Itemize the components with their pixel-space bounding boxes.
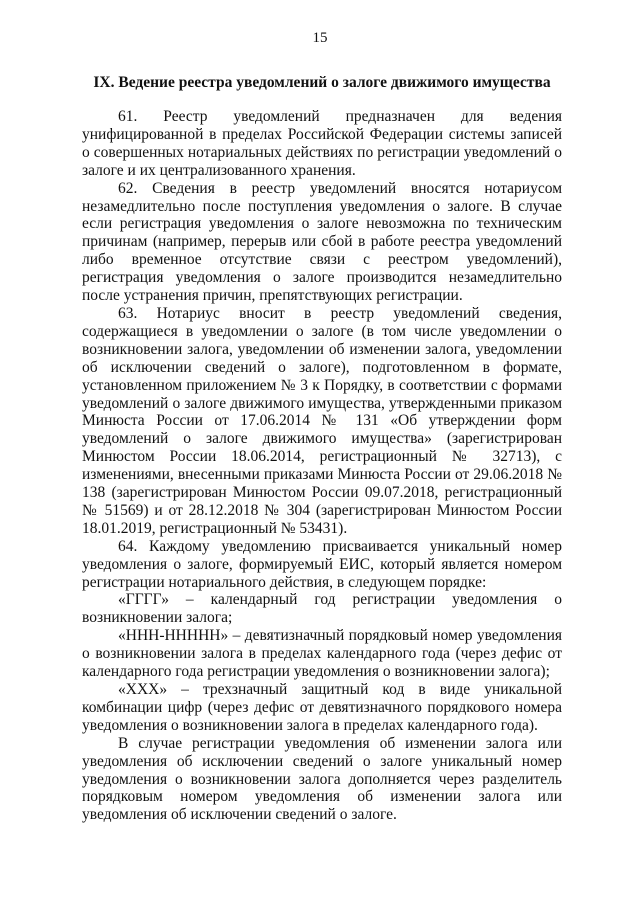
- paragraph-year-code: «ГГГГ» – календарный год регистрации уведомления о возникновении залога;: [82, 591, 562, 627]
- paragraph-64: 64. Каждому уведомлению присваивается уникальный номер уведомления о залоге, формируемый ЕИС, который является номером регистрации нотариального действия, в следующем порядке:: [82, 537, 562, 591]
- paragraph-security-code: «ХХХ» – трехзначный защитный код в виде уникальной комбинации цифр (через дефис от девятизначного порядкового номера уведомления о возникновении залога в пределах календарного года).: [82, 681, 562, 734]
- paragraph-63: 63. Нотариус вносит в реестр уведомлений сведения, содержащиеся в уведомлении о залоге (в том числе уведомлении о возникновении залога, уведомлении об изменении залога, уведомлении об исключении сведений о залоге), подготовленном в формате, установленном приложением № 3 к Порядку, в соответствии с формами уведомлений о залоге движимого имущества, утвержденными приказом Минюста России от 17.06.2014 № 131 «Об утверждении форм уведомлений о залоге движимого имущества» (зарегистрирован Минюстом России 18.06.2014, регистрационный № 32713), с изменениями, внесенными приказами Минюста России от 29.06.2018 № 138 (зарегистрирован Минюстом России 09.07.2018, регистрационный № 51569) и от 28.12.2018 № 304 (зарегистрирован Минюстом России 18.01.2019, регистрационный № 53431).: [82, 304, 562, 537]
- section-title: IX. Ведение реестра уведомлений о залоге движимого имущества: [93, 74, 551, 91]
- paragraph-61: 61. Реестр уведомлений предназначен для ведения унифицированной в пределах Российской Федерации системы записей о совершенных нотариальных действиях по регистрации уведомлений о залоге и их централизованного хранения.: [82, 108, 562, 179]
- document-body: [82, 108, 562, 824]
- paragraph-62: 62. Сведения в реестр уведомлений вносятся нотариусом незамедлительно после поступления уведомления о залоге. В случае если регистрация уведомления о залоге невозможна по техническим причинам (например, перерыв или сбой в работе реестра уведомлений либо временное отсутствие связи с реестром уведомлений), регистрация уведомления о залоге производится незамедлительно после устранения причин, препятствующих регистрации.: [82, 179, 562, 305]
- page-number: 15: [312, 30, 328, 46]
- paragraph-serial-code: «ННН-ННННН» – девятизначный порядковый номер уведомления о возникновении залога в пределах календарного года (через дефис от календарного года регистрации уведомления о возникновении залога);: [82, 627, 562, 681]
- paragraph-change-notice: В случае регистрации уведомления об изменении залога или уведомления об исключении сведений о залоге уникальный номер уведомления о возникновении залога дополняется через разделитель порядковым номером уведомления об изменении залога или уведомления об исключении сведений о залоге.: [82, 734, 562, 824]
